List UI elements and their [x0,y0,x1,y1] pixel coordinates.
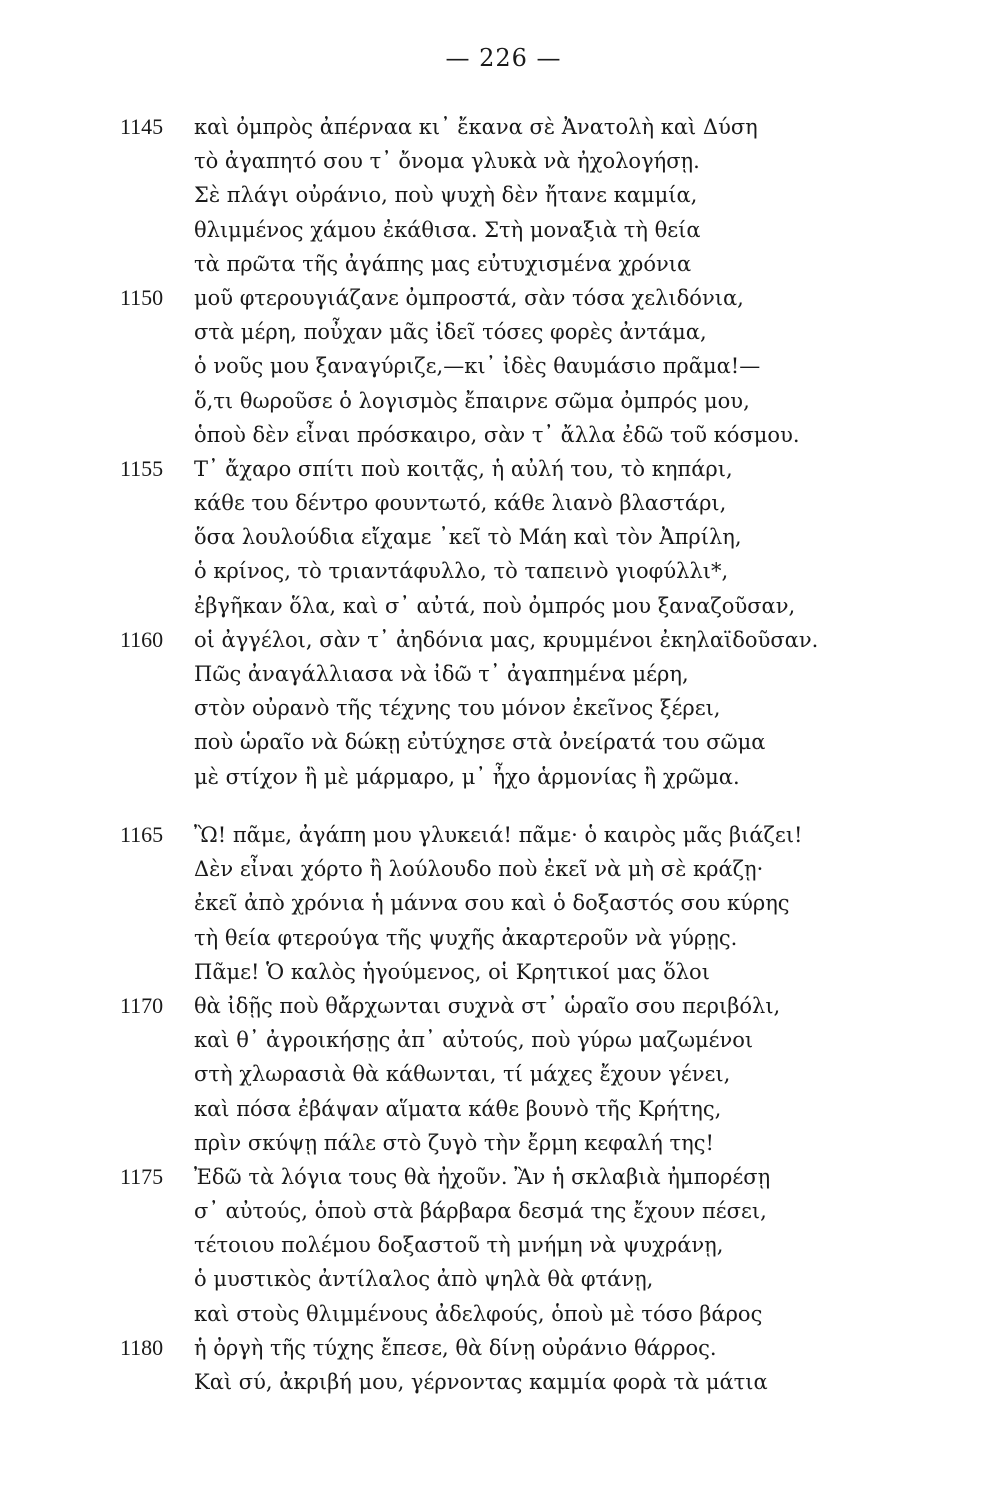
verse-line [0,1262,1007,1296]
verse-line [0,760,1007,794]
verse-text: Ὢ! πᾶμε, ἀγάπη μου γλυκειά! πᾶμε· ὁ καιρὸς μᾶς βιάζει! [194,823,803,847]
stanza [0,818,1007,1399]
verse-text: Σὲ πλάγι οὐράνιο, ποὺ ψυχὴ δὲν ἤτανε καμμία, [194,183,698,208]
verse-line [0,1228,1007,1262]
verse-line [0,554,1007,588]
verse-line [0,247,1007,281]
verse-line [0,852,1007,886]
line-number: 1175 [120,1163,164,1189]
verse-line [0,921,1007,955]
verse-text: οἱ ἀγγέλοι, σὰν τ᾽ ἀηδόνια μας, κρυμμένοι ἐκηλαϊδοῦσαν. [194,627,819,652]
verse-line [0,691,1007,725]
verse-text: ὁ μυστικὸς ἀντίλαλος ἀπὸ ψηλὰ θὰ φτάνῃ, [194,1267,654,1292]
verse-text: κάθε του δέντρο φουντωτό, κάθε λιανὸ βλαστάρι, [194,491,727,516]
verse-line [0,144,1007,178]
verse-text: τὴ θεία φτερούγα τῆς ψυχῆς ἀκαρτεροῦν νὰ γύρῃς. [194,925,738,950]
verse-line [0,725,1007,759]
verse-line [0,657,1007,691]
verse-line [0,989,1007,1023]
verse-text: σ᾽ αὐτούς, ὁποὺ στὰ βάρβαρα δεσμά της ἔχουν πέσει, [194,1199,767,1224]
verse-line [0,110,1007,144]
verse-text: καὶ στοὺς θλιμμένους ἀδελφούς, ὁποὺ μὲ τόσο βάρος [194,1301,763,1326]
verse-text: τὸ ἀγαπητό σου τ᾽ ὄνομα γλυκὰ νὰ ἠχολογήσῃ. [194,149,700,174]
verse-text: Τ᾽ ἄχαρο σπίτι ποὺ κοιτᾷς, ἡ αὐλή του, τὸ κηπάρι, [194,456,733,481]
verse-text: καὶ πόσα ἐβάψαν αἵματα κάθε βουνὸ τῆς Κρήτης, [194,1096,722,1121]
verse-line [0,1365,1007,1399]
verse-line [0,1331,1007,1365]
page-number: — 226 — [445,44,562,72]
verse-text: Πῶς ἀναγάλλιασα νὰ ἰδῶ τ᾽ ἀγαπημένα μέρη, [194,662,689,686]
verse-text: Ἐδῶ τὰ λόγια τους θὰ ἠχοῦν. Ἂν ἡ σκλαβιὰ ἠμπορέσῃ [194,1164,771,1189]
verse-text: καὶ θ᾽ ἀγροικήσῃς ἀπ᾽ αὐτούς, ποὺ γύρω μαζωμένοι [194,1028,754,1053]
verse-text: στὴ χλωρασιὰ θὰ κάθωνται, τί μάχες ἔχουν γένει, [194,1062,731,1087]
verse-line [0,886,1007,920]
verse-line [0,589,1007,623]
verse-line [0,1297,1007,1331]
verse-line [0,1023,1007,1057]
verse-line [0,955,1007,989]
verse-text: τέτοιου πολέμου δοξαστοῦ τὴ μνήμη νὰ ψυχράνῃ, [194,1233,724,1258]
verse-line [0,315,1007,349]
verse-text: ποὺ ὡραῖο νὰ δώκῃ εὐτύχησε στὰ ὀνείρατά του σῶμα [194,730,766,755]
verse-text: τὰ πρῶτα τῆς ἀγάπης μας εὐτυχισμένα χρόνια [194,251,692,276]
verse-text: ὅ,τι θωροῦσε ὁ λογισμὸς ἔπαιρνε σῶμα ὀμπρός μου, [194,388,750,413]
verse-line [0,384,1007,418]
verse-text: καὶ ὀμπρὸς ἀπέρναα κι᾽ ἔκανα σὲ Ἀνατολὴ καὶ Δύση [194,115,758,139]
verse-line [0,452,1007,486]
verse-line [0,178,1007,212]
verse-line [0,1160,1007,1194]
line-number: 1160 [120,626,164,652]
verse-text: θλιμμένος χάμου ἐκάθισα. Στὴ μοναξιὰ τὴ θεία [194,217,701,242]
line-number: 1180 [120,1334,164,1360]
verse-text: μοῦ φτερουγιάζανε ὀμπροστά, σὰν τόσα χελιδόνια, [194,285,744,310]
line-number: 1155 [120,455,164,481]
verse-text: ὅσα λουλούδια εἴχαμε ᾽κεῖ τὸ Μάη καὶ τὸν Ἀπρίλη, [194,525,742,550]
verse-line [0,623,1007,657]
verse-text: πρὶν σκύψῃ πάλε στὸ ζυγὸ τὴν ἔρμη κεφαλή της! [194,1130,714,1155]
verse-text: ἐβγῆκαν ὅλα, καὶ σ᾽ αὐτά, ποὺ ὀμπρός μου ξαναζοῦσαν, [194,593,796,618]
verse-text: Πᾶμε! Ὁ καλὸς ἡγούμενος, οἱ Κρητικοί μας ὅλοι [194,959,710,984]
line-number: 1165 [120,822,164,847]
verse-text: μὲ στίχον ἢ μὲ μάρμαρο, μ᾽ ἦχο ἁρμονίας ἢ χρῶμα. [194,764,740,789]
verse-line [0,1126,1007,1160]
verse-line [0,486,1007,520]
verse-line [0,818,1007,852]
verse-line [0,281,1007,315]
line-number: 1170 [120,992,164,1018]
verse-line [0,349,1007,383]
verse-text: ὁ κρίνος, τὸ τριαντάφυλλο, τὸ ταπεινὸ γιοφύλλι*, [194,559,729,584]
verse-line [0,1057,1007,1091]
verse-text: στὰ μέρη, ποὖχαν μᾶς ἰδεῖ τόσες φορὲς ἀντάμα, [194,320,707,345]
verse-text: στὸν οὐρανὸ τῆς τέχνης του μόνον ἐκεῖνος ξέρει, [194,696,721,721]
verse-line [0,1194,1007,1228]
verse-text: ὁποὺ δὲν εἶναι πρόσκαιρο, σὰν τ᾽ ἄλλα ἐδῶ τοῦ κόσμου. [194,422,800,447]
line-number: 1150 [120,284,164,310]
verse-line [0,520,1007,554]
verse-text: θὰ ἰδῇς ποὺ θἄρχωνται συχνὰ στ᾽ ὡραῖο σου περιβόλι, [194,993,781,1018]
verse-line [0,213,1007,247]
line-number: 1145 [120,114,164,139]
verse-text: ὁ νοῦς μου ξαναγύριζε,—κι᾽ ἰδὲς θαυμάσιο πρᾶμα!— [194,354,761,379]
stanza [0,110,1007,794]
verse-line [0,1092,1007,1126]
verse-line [0,418,1007,452]
verse-text: ἡ ὀργὴ τῆς τύχης ἔπεσε, θὰ δίνῃ οὐράνιο θάρρος. [194,1335,717,1360]
verse-text: ἐκεῖ ἀπὸ χρόνια ἡ μάννα σου καὶ ὁ δοξαστός σου κύρης [194,891,790,916]
verse-text: Δὲν εἶναι χόρτο ἢ λούλουδο ποὺ ἐκεῖ νὰ μὴ σὲ κράζῃ· [194,857,764,882]
verse-text: Καὶ σύ, ἀκριβή μου, γέρνοντας καμμία φορὰ τὰ μάτια [194,1370,768,1394]
